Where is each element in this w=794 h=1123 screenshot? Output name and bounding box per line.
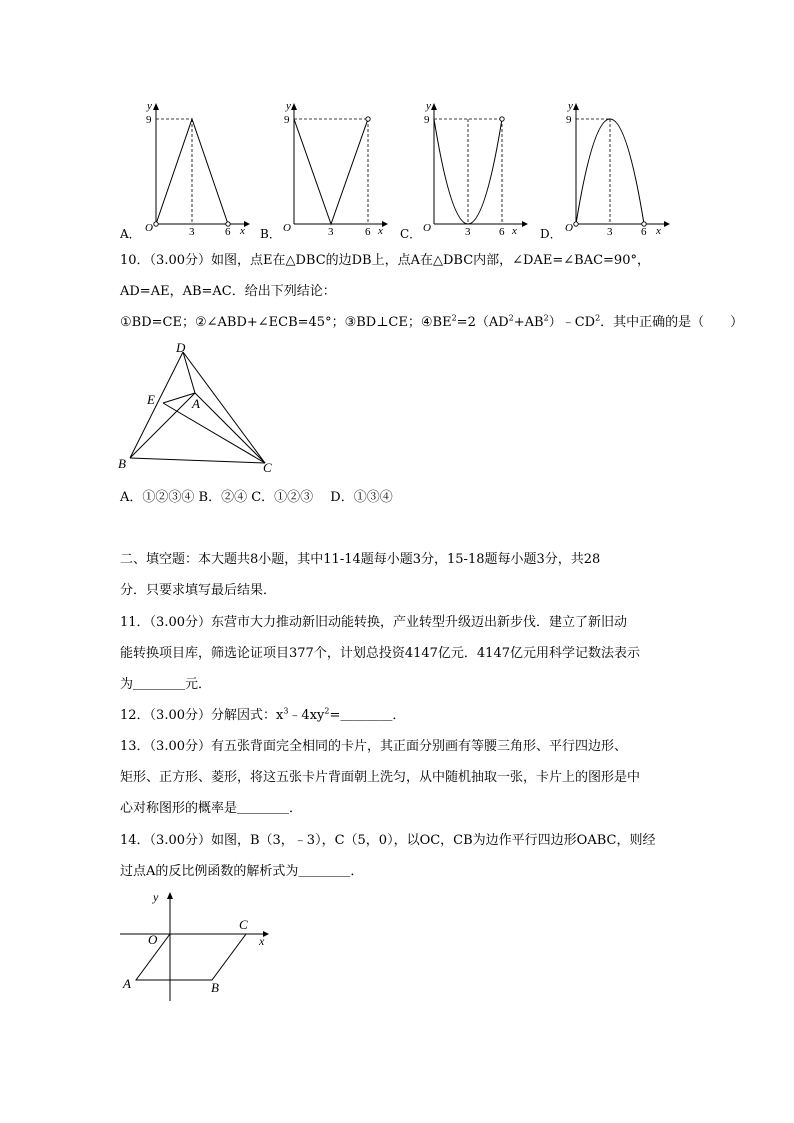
graph-a (145, 100, 250, 238)
graph-b-ytick: 9 (284, 114, 290, 126)
section2-line2: 分．只要求填写最后结果． (120, 583, 277, 598)
option-c-label: C． (400, 227, 422, 241)
graph-a-xtick2: 6 (225, 226, 231, 238)
q10-label-b: B (118, 456, 126, 471)
q14-figure (115, 885, 285, 1005)
q12-line (120, 707, 680, 725)
q10-label-e: E (147, 392, 155, 407)
option-a-label: A． (120, 227, 141, 241)
q10-options: A．①②③④ B．②④ C．①②③ D．①③④ (120, 490, 393, 505)
q10-label-d: D (176, 340, 186, 355)
q10-line1: 10．（3.00分）如图，点E在△DBC的边DB上，点A在△DBC内部，∠DAE=∠BAC=90°， (120, 253, 650, 268)
q13-line3: 心对称图形的概率是＿＿＿＿． (120, 801, 303, 816)
q10-label-c: C (263, 460, 272, 473)
graph-c-xlabel: x (512, 225, 517, 237)
q11-line1: 11．（3.00分）东营市大力推动新旧动能转换，产业转型升级迈出新步伐．建立了新旧动 (120, 615, 627, 630)
q14-label-x: x (259, 934, 265, 948)
q10-sup1: 2 (451, 313, 457, 323)
q13-line2: 矩形、正方形、菱形，将这五张卡片背面朝上洗匀，从中随机抽取一张，卡片上的图形是中 (120, 770, 641, 785)
q14-line1: 14．（3.00分）如图，B（3，﹣3），C（5，0），以OC，CB为边作平行四边形OABC，则经 (120, 833, 656, 848)
q12-sup2: 2 (324, 706, 330, 716)
graph-a-ylabel: y (147, 100, 152, 112)
graph-d-xtick1: 3 (607, 226, 613, 238)
section2-line1: 二、填空题：本大题共8小题，其中11-14题每小题3分，15-18题每小题3分，共28 (120, 552, 601, 567)
q14-label-b: B (211, 980, 219, 995)
q14-line2: 过点A的反比例函数的解析式为＿＿＿＿． (120, 864, 364, 879)
q10-label-a: A (192, 396, 200, 411)
graph-b-xlabel: x (378, 225, 383, 237)
graph-d-xlabel: x (656, 225, 661, 237)
graph-c-origin: O (423, 222, 431, 234)
graph-b-xtick2: 6 (365, 226, 371, 238)
q12-mid: ﹣4xy (288, 708, 325, 723)
q10-sup3: 2 (543, 313, 549, 323)
q12-pre: 12．（3.00分）分解因式：x (120, 708, 284, 723)
q10-sup2: 2 (508, 313, 514, 323)
graph-c-xtick2: 6 (499, 226, 505, 238)
q14-label-a: A (123, 976, 131, 991)
graph-d (565, 100, 670, 238)
graph-b-ylabel: y (286, 100, 291, 112)
graph-c-ylabel: y (426, 100, 431, 112)
graph-b-origin: O (283, 222, 291, 234)
graph-b (283, 100, 388, 238)
q14-label-o: O (148, 932, 158, 947)
option-b-label: B． (260, 227, 281, 241)
q10-sup4: 2 (595, 313, 601, 323)
q10-line3-mid2: +AB (513, 315, 544, 330)
q13-line1: 13．（3.00分）有五张背面完全相同的卡片，其正面分别画有等腰三角形、平行四边形、 (120, 739, 627, 754)
graph-c-xtick1: 3 (465, 226, 471, 238)
q14-label-c: C (239, 917, 248, 932)
graph-d-ytick: 9 (566, 114, 572, 126)
q11-line2: 能转换项目库，筛选论证项目377个，计划总投资4147亿元．4147亿元用科学记数法表示 (120, 646, 640, 661)
q10-line3-pre: ①BD=CE；②∠ABD+∠ECB=45°；③BD⊥CE；④BE (120, 315, 452, 330)
graph-a-ytick: 9 (146, 114, 152, 126)
q10-line3 (120, 313, 744, 332)
graph-c-ytick: 9 (424, 114, 430, 126)
graph-a-origin: O (145, 222, 153, 234)
q10-figure (110, 338, 310, 473)
graph-a-xtick1: 3 (189, 226, 195, 238)
q10-line3-end: ．其中正确的是（ ） (600, 315, 744, 330)
q12-end: =＿＿＿＿． (329, 708, 406, 723)
q10-line2: AD=AE，AB=AC．给出下列结论： (120, 284, 336, 299)
graph-d-xtick2: 6 (641, 226, 647, 238)
graph-d-origin: O (565, 222, 573, 234)
option-d-label: D． (540, 227, 562, 241)
graph-a-xlabel: x (240, 225, 245, 237)
q11-line3: 为＿＿＿＿元． (120, 677, 212, 692)
q12-sup1: 3 (283, 706, 289, 716)
graph-b-xtick1: 3 (328, 226, 334, 238)
q10-line3-mid: =2（AD (456, 315, 509, 330)
q10-line3-mid3: ）﹣CD (548, 315, 596, 330)
graph-d-ylabel: y (568, 100, 573, 112)
q14-label-y: y (153, 890, 159, 904)
graph-c (423, 100, 528, 238)
